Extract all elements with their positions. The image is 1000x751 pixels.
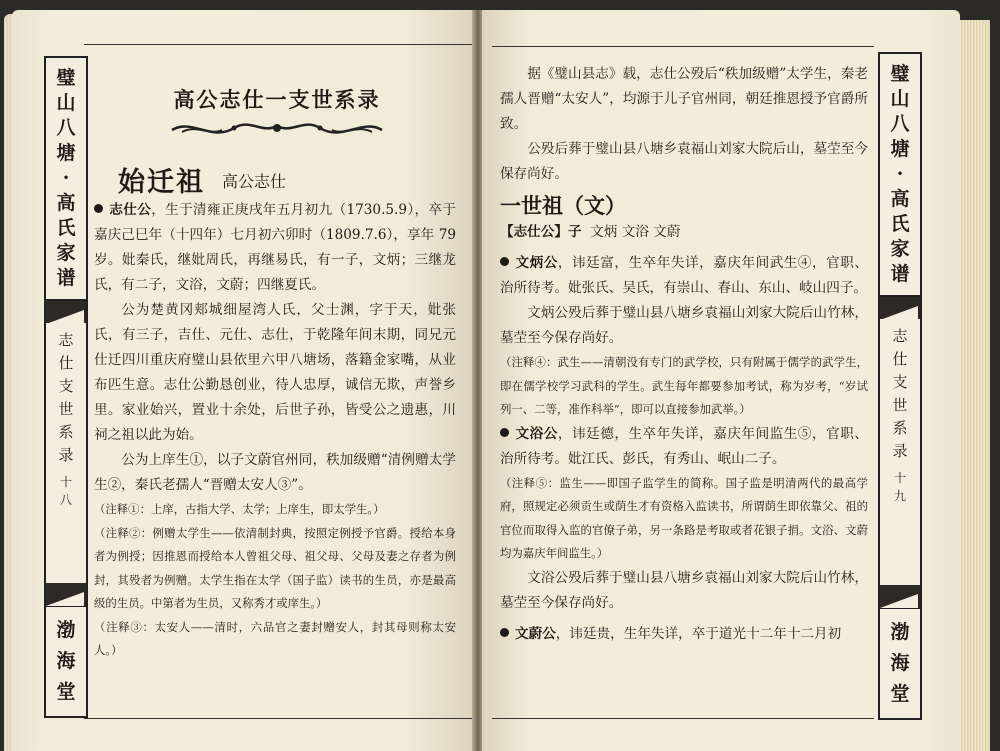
wenyu-burial: 文浴公殁后葬于璧山县八塘乡袁福山刘家大院后山竹林，墓茔至今保存尚好。	[500, 569, 868, 611]
sidebar-char: 世	[892, 396, 908, 414]
top-rule	[84, 44, 472, 45]
sidebar-char: 十	[59, 475, 72, 489]
sidebar-char: 高	[890, 188, 910, 210]
sidebar-section	[46, 323, 86, 473]
sidebar-char: 渤	[890, 621, 910, 643]
sidebar-char: 高	[56, 192, 76, 214]
wenyu-text: ，讳廷德，生卒年失详，嘉庆年间监生⑤，官职、治所待考。妣江氏、彭氏，有秀山、岷山二子。	[500, 425, 869, 467]
sidebar-char: 海	[890, 652, 910, 674]
bio-text: ，生于清雍正庚戌年五月初九（1730.5.9），卒于嘉庆己巳年（十四年）七月初六卯时（1809.7.6），享年 79 岁。妣秦氏，继妣周氏，再继易氏，有一子，文炳；三继龙氏，有二子，文浴，文蔚；四继夏氏。	[94, 202, 457, 293]
note-4: （注释④：武生——清朝没有专门的武学校，只有附属于儒学的武学生，即在儒学校学习武科的学生。武生每年都要参加考试，称为岁考，“岁试列一、二等，准作科举”，即可以直接参加武举。）	[500, 355, 868, 416]
book-edge-right	[956, 20, 990, 751]
sidebar-char: 录	[58, 446, 74, 464]
bullet-icon	[94, 204, 103, 213]
sidebar-char: 系	[58, 423, 74, 441]
sidebar-char: 志	[58, 331, 74, 349]
sons-label: 【志仕公】子	[500, 224, 582, 240]
sidebar-char: 世	[58, 400, 74, 418]
sidebar-hall-name	[46, 605, 86, 716]
sidebar-char: 山	[890, 88, 910, 110]
bullet-icon	[500, 257, 509, 266]
bio-paragraph	[94, 198, 456, 298]
sidebar-char: 十	[893, 471, 906, 485]
page-title: 高公志仕一支世系录	[173, 87, 381, 112]
sidebar-char: 塘	[56, 142, 76, 164]
sidebar-char: ·	[896, 163, 904, 185]
sidebar-char: 九	[893, 489, 906, 503]
history-paragraph: 公为楚黄冈郏城细屋湾人氏，父士渊，字于天，妣张氏，有三子，吉仕、元仕、志仕，于乾隆年间末期，同兄元仕迁四川重庆府璧山县依里六甲八塘场，落籍金家嘴，从业布匹生意。志仕公勤恳创业，待人忠厚，诚信无欺，声誉乡里。家业始兴，置业十余处，后世子孙，皆受公之遗惠，川祠之祖以此为始。	[94, 302, 456, 443]
sidebar-section	[880, 319, 920, 469]
note-1: （注释①：上庠，古指大学、太学；上庠生，即太学生。）	[94, 502, 385, 516]
wenbing-name: 文炳公	[515, 255, 558, 271]
ornament-divider	[162, 114, 392, 144]
ancestor-heading: 始迁祖	[118, 167, 205, 198]
sidebar-hall-name	[880, 607, 920, 718]
top-rule	[492, 46, 874, 47]
wenbing-burial: 文炳公殁后葬于璧山县八塘乡袁福山刘家大院后山竹林，墓茔至今保存尚好。	[500, 305, 868, 346]
sidebar-char: 谱	[56, 267, 76, 289]
sidebar-band-lower	[880, 585, 920, 607]
burial-paragraph: 公殁后葬于璧山县八塘乡袁福山刘家大院后山，墓茔至今保存尚好。	[500, 141, 868, 182]
sidebar-char: 塘	[890, 138, 910, 160]
bio-name: 志仕公	[109, 202, 152, 218]
sidebar-char: 八	[56, 117, 76, 139]
wenwei-paragraph	[500, 622, 868, 647]
sidebar-char: 系	[892, 419, 908, 437]
sidebar-band-lower	[46, 583, 86, 605]
sidebar-char: 山	[56, 92, 76, 114]
sidebar-char: 璧	[890, 63, 910, 85]
ancestor-name: 高公志仕	[222, 172, 287, 191]
note-2: （注释②：例赠太学生——依清制封典，按照定例授予官爵。授给本身者为例授；因推恩而授给本人曾祖父母、祖父母、父母及妻之存者为例封，其殁者为例赠。太学生指在太学（国子监）读书的生员，亦是最高级的生员。中第者为生员，又称秀才或庠生。）	[94, 525, 456, 610]
wenyu-paragraph	[500, 422, 868, 472]
sidebar-char: 堂	[890, 683, 910, 705]
wenbing-paragraph	[500, 251, 868, 301]
bottom-rule	[492, 718, 874, 719]
left-sidebar	[44, 56, 88, 718]
generation-heading: 一世祖（文）	[500, 193, 626, 218]
right-body	[500, 62, 868, 647]
sidebar-char: ·	[62, 167, 70, 189]
right-page	[482, 10, 960, 751]
sidebar-char: 家	[890, 238, 910, 260]
sons-names: 文炳 文浴 文蔚	[590, 224, 681, 240]
sidebar-char: 海	[56, 650, 76, 672]
right-sidebar	[878, 52, 922, 720]
left-page	[12, 10, 474, 751]
wenwei-name: 文蔚公	[515, 625, 556, 642]
wenwei-text: ，讳廷贵，生年失详，卒于道光十二年十二月初	[555, 625, 842, 642]
sidebar-char: 支	[892, 373, 908, 391]
sidebar-page-number	[880, 469, 920, 505]
sidebar-char: 堂	[56, 681, 76, 703]
sidebar-char: 氏	[890, 213, 910, 235]
sidebar-char: 渤	[56, 619, 76, 641]
sidebar-char: 氏	[56, 217, 76, 239]
sidebar-band	[46, 301, 86, 323]
note-3: （注释③：太安人——清时，六品官之妻封赠安人，封其母则称太安人。）	[94, 619, 456, 657]
bottom-rule	[84, 718, 472, 719]
sidebar-band	[880, 297, 920, 319]
honor-paragraph: 公为上庠生①，以子文蔚官州同，秩加级赠“清例赠太学生②，秦氏老孺人“晋赠太安人③”。	[94, 452, 456, 493]
bullet-icon	[500, 628, 509, 637]
sidebar-char: 家	[56, 242, 76, 264]
sidebar-title	[880, 54, 920, 297]
sidebar-char: 仕	[58, 354, 74, 372]
sidebar-char: 八	[890, 113, 910, 135]
note-5: （注释⑤：监生——即国子监学生的简称。国子监是明清两代的最高学府，照规定必须贡生或荫生才有资格入监读书，所谓荫生即依靠父、祖的官位而取得入监的官僚子弟，另一条路是考取或者花银子捐。文浴、文蔚均为嘉庆年间监生。）	[500, 475, 868, 560]
sidebar-char: 八	[59, 493, 72, 507]
sidebar-char: 志	[892, 327, 908, 345]
wenbing-text: ，讳廷富，生卒年失详，嘉庆年间武生④，官职、治所待考。妣张氏、吴氏，有崇山、春山、东山、岐山四子。	[500, 255, 869, 296]
sidebar-page-number	[46, 473, 86, 509]
wenyu-name: 文浴公	[515, 425, 558, 442]
sidebar-char: 谱	[890, 263, 910, 285]
bullet-icon	[500, 428, 509, 437]
sidebar-title	[46, 58, 86, 301]
sidebar-char: 录	[892, 442, 908, 460]
sidebar-char: 支	[58, 377, 74, 395]
sidebar-char: 仕	[892, 350, 908, 368]
sons-line	[500, 220, 868, 245]
left-body	[94, 198, 456, 663]
record-paragraph: 据《璧山县志》载，志仕公殁后“秩加级赠”太学生，秦老孺人晋赠“太安人”，均源于儿子官州同，朝廷推恩授予官爵所致。	[500, 66, 868, 132]
sidebar-char: 璧	[56, 67, 76, 89]
